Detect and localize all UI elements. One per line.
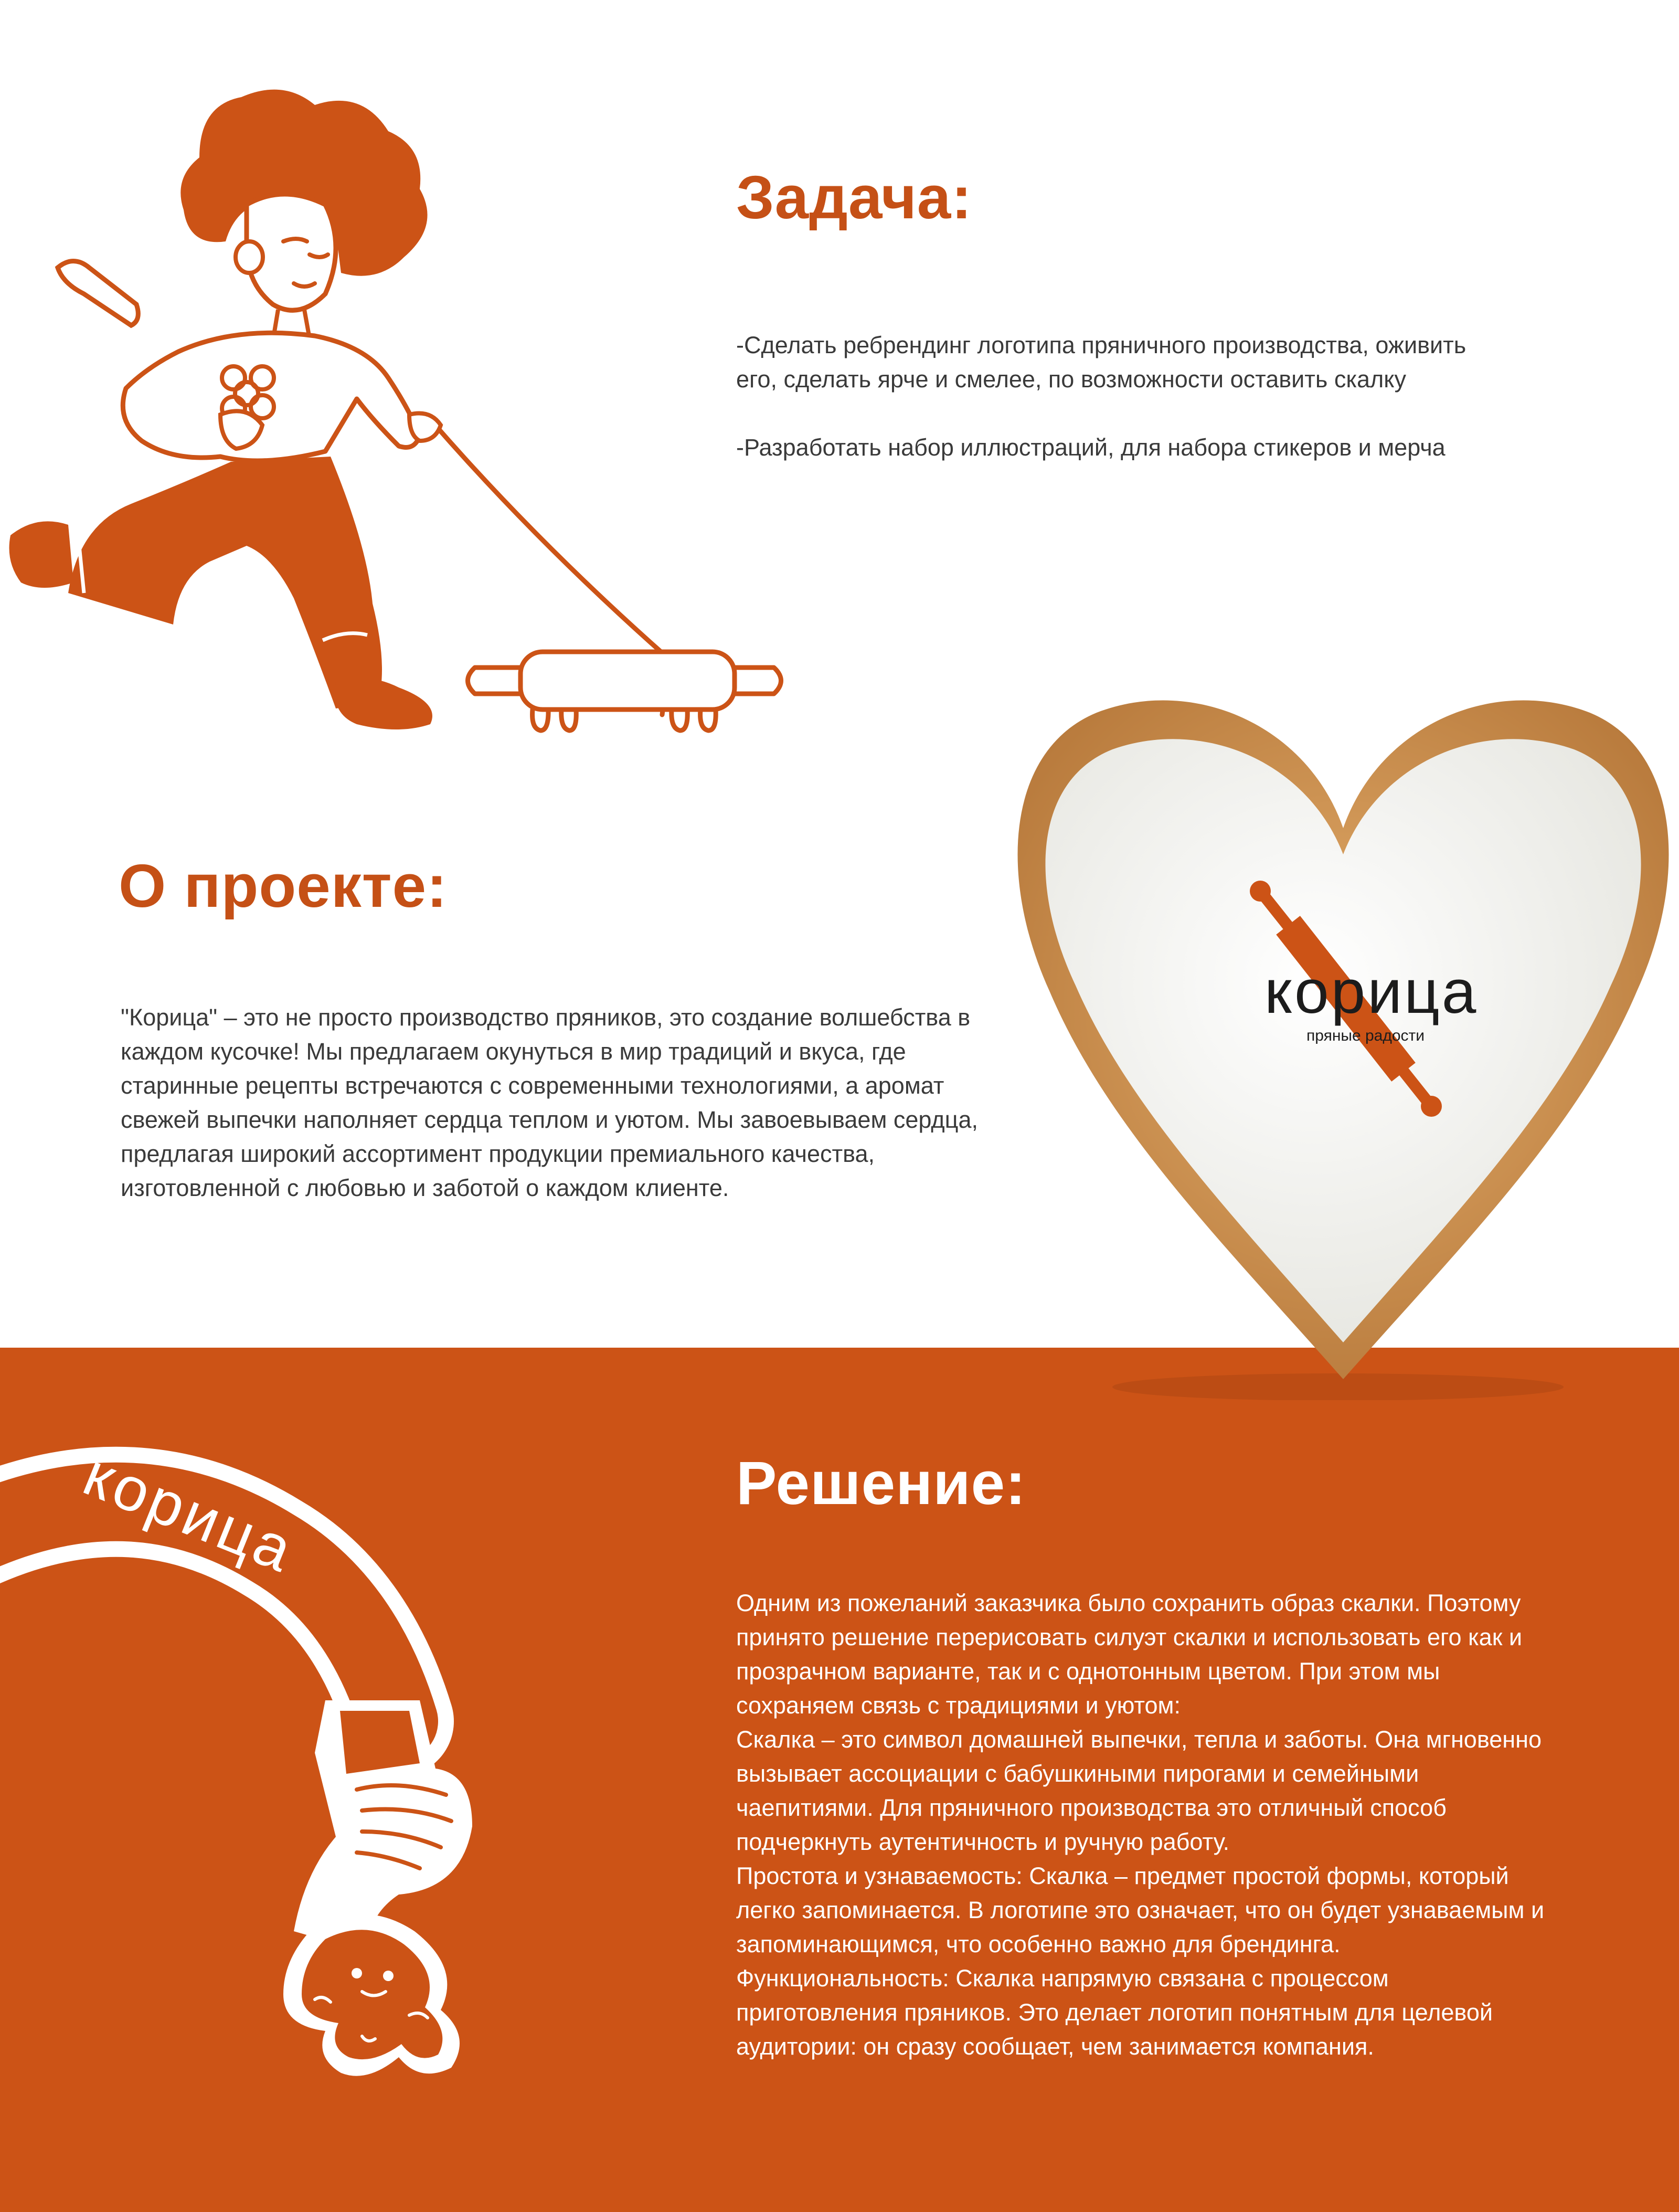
woman-walking-rolling-pin-illustration [0,73,819,756]
solution-paragraph: Одним из пожеланий заказчика было сохранить образ скалки. Поэтому принято решение перерисовать силуэт скалки и использовать его как и прозрачном варианте, так и с однотонным цветом. При этом мы сохраняем связь с традициями и уютом: [736,1590,1523,1719]
solution-paragraph: Простота и узнаваемость: Скалка – предмет простой формы, который легко запоминается. В логотипе это означает, что он будет узнаваемым и запоминающимся, что особенно важно для брендинга. [736,1862,1545,1957]
solution-title: Решение: [736,1449,1026,1517]
about-text: "Корица" – это не просто производство пряников, это создание волшебства в каждом кусочке! Мы предлагаем окунуться в мир традиций и вкуса, где старинные рецепты встречаются с современными технологиями, а аромат свежей выпечки наполняет сердца теплом и уютом. Мы завоевываем сердца, предлагая широкий ассортимент продукции премиального качества, изготовленной с любовью и заботой о каждом клиенте. [121,1004,978,1201]
task-item: -Разработать набор иллюстраций, для набора стикеров и мерча [736,434,1446,461]
task-item: -Сделать ребрендинг логотипа пряничного производства, оживить его, сделать ярче и смелее, по возможности оставить скалку [736,332,1467,393]
about-title: О проекте: [119,852,448,920]
cinnamon-sticker-illustration [0,1427,514,2089]
heart-cookie-logo-image [1002,655,1679,1400]
cookie-logo-wordmark: корица [1264,957,1479,1026]
solution-text [736,1586,1555,2063]
task-list [736,328,1481,464]
cookie-logo-tagline: пряные радости [1306,1027,1425,1044]
sticker-wordmark: корица [74,1439,304,1586]
task-title: Задача: [736,163,972,231]
solution-paragraph: Функциональность: Скалка напрямую связана с процессом приготовления пряников. Это делает логотип понятным для целевой аудитории: он сразу сообщает, чем занимается компания. [736,1965,1493,2060]
solution-paragraph: Скалка – это символ домашней выпечки, тепла и заботы. Она мгновенно вызывает ассоциации с бабушкиными пирогами и семейными чаепитиями. Для пряничного производства это отличный способ подчеркнуть аутентичность и ручную работу. [736,1726,1542,1855]
